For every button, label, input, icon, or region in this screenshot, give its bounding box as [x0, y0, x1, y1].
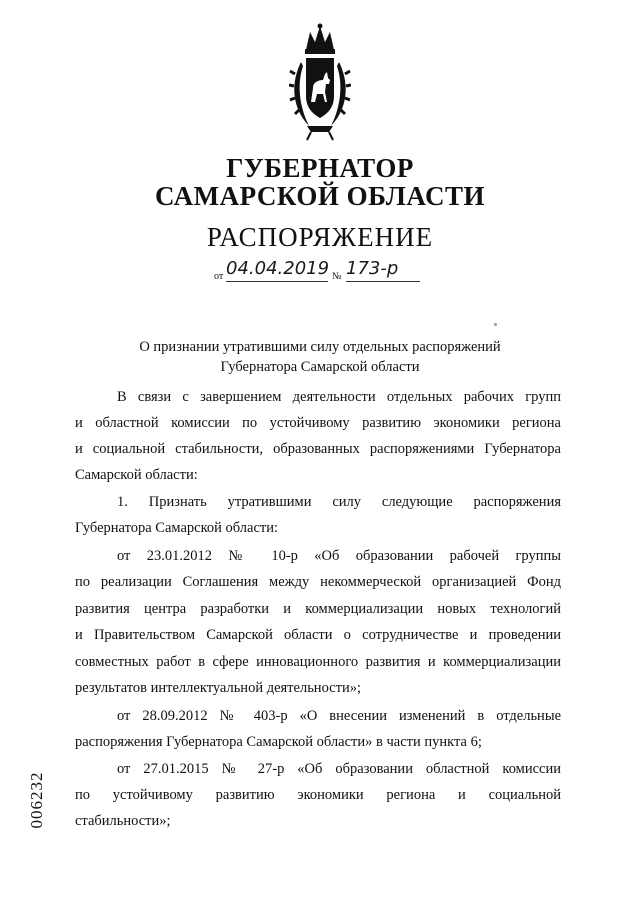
number-prefix: № [332, 271, 342, 282]
body-line: совместных работ в сфере инновационного развития и коммерциализации [75, 654, 561, 670]
date-underline [226, 281, 328, 282]
subject-line: Губернатора Самарской области [220, 359, 420, 375]
stamp-number: 006232 [27, 771, 46, 829]
body-line: от 28.09.2012 № 403-р «О внесении изменений в отдельные [117, 708, 561, 724]
body-line: результатов интеллектуальной деятельности»; [75, 680, 361, 696]
region-title: САМАРСКОЙ ОБЛАСТИ [154, 181, 486, 211]
governor-title: ГУБЕРНАТОР [226, 153, 414, 183]
body-line: от 23.01.2012 № 10-р «Об образовании рабочей группы [117, 548, 561, 564]
order-number: 173-р [346, 258, 399, 279]
registration-number-stamp [26, 768, 48, 832]
margin-dot [494, 323, 497, 326]
document-subject [0, 337, 640, 377]
body-line: Самарской области: [75, 467, 198, 483]
body-line: и Правительством Самарской области о сотрудничестве и проведении [75, 627, 561, 643]
document-type-title: РАСПОРЯЖЕНИЕ [206, 222, 434, 252]
subject-line: О признании утратившими силу отдельных распоряжений [139, 339, 501, 355]
body-line: В связи с завершением деятельности отдельных рабочих групп [117, 389, 561, 405]
body-line: по устойчивому развитию экономики региона и социальной [75, 787, 561, 803]
body-line: развития центра разработки и коммерциализации новых технологий [75, 601, 561, 617]
body-line: распоряжения Губернатора Самарской области» в части пункта 6; [75, 734, 482, 750]
body-line: по реализации Соглашения между некоммерческой организацией Фонд [75, 574, 561, 590]
body-line: и социальной стабильности, образованных распоряжениями Губернатора [75, 441, 561, 457]
order-date: 04.04.2019 [226, 258, 330, 279]
date-number-line [214, 258, 454, 284]
date-prefix: от [214, 271, 224, 282]
body-line: от 27.01.2015 № 27-р «Об образовании областной комиссии [117, 761, 561, 777]
body-line: стабильности»; [75, 813, 171, 829]
body-line: Губернатора Самарской области: [75, 520, 279, 536]
samara-coat-of-arms-icon [289, 22, 351, 142]
number-underline [346, 281, 420, 282]
body-line: 1. Признать утратившими силу следующие распоряжения [117, 494, 561, 510]
body-line: и областной комиссии по устойчивому развитию экономики региона [75, 415, 561, 431]
